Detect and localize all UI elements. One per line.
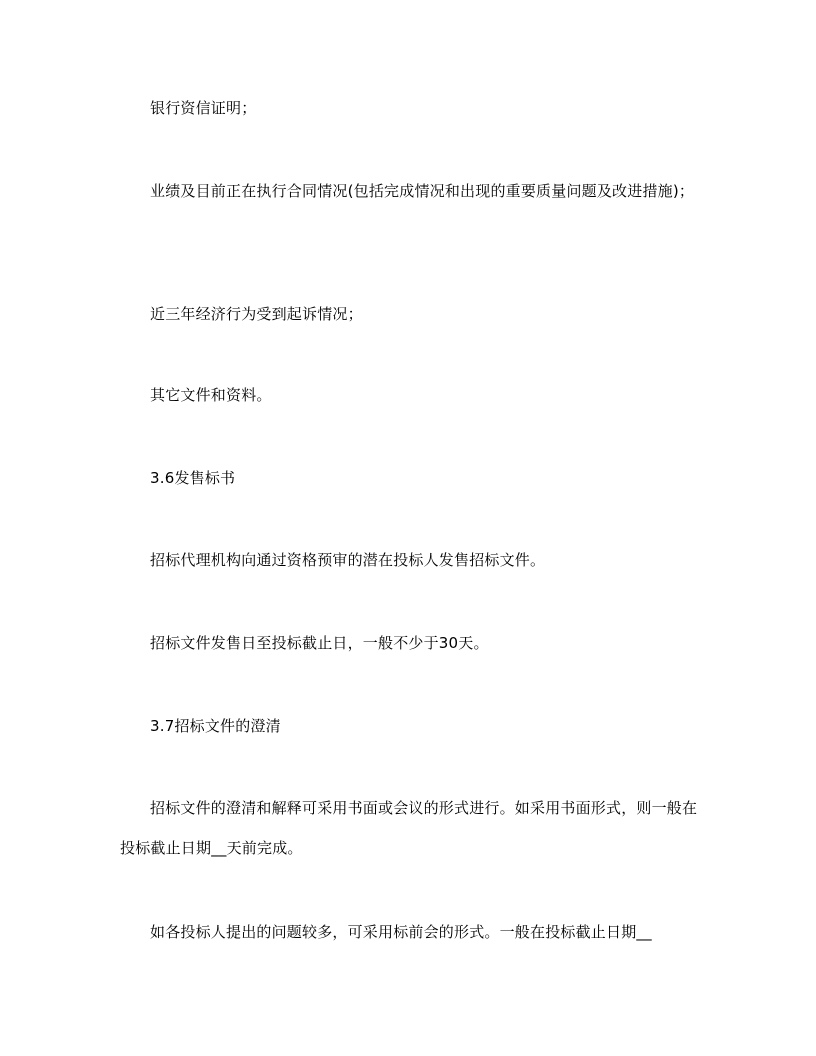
paragraph-performance-contracts: 业绩及目前正在执行合同情况(包括完成情况和出现的重要质量问题及改进措施)； (150, 182, 695, 200)
section-heading-3-6: 3.6发售标书 (150, 469, 236, 487)
paragraph-other-documents: 其它文件和资料。 (150, 386, 272, 404)
paragraph-pre-bid-meeting: 如各投标人提出的问题较多，可采用标前会的形式。一般在投标截止日期__ (150, 923, 652, 941)
paragraph-bank-credit: 银行资信证明； (150, 99, 257, 117)
paragraph-sell-tender-docs: 招标代理机构向通过资格预审的潜在投标人发售招标文件。 (150, 551, 546, 569)
section-heading-3-7: 3.7招标文件的澄清 (150, 717, 281, 735)
paragraph-sale-period: 招标文件发售日至投标截止日，一般不少于30天。 (150, 634, 489, 652)
paragraph-clarification-method: 招标文件的澄清和解释可采用书面或会议的形式进行。如采用书面形式，则一般在投标截止日期__天前完成。 (120, 799, 698, 857)
paragraph-lawsuits: 近三年经济行为受到起诉情况； (150, 305, 363, 323)
